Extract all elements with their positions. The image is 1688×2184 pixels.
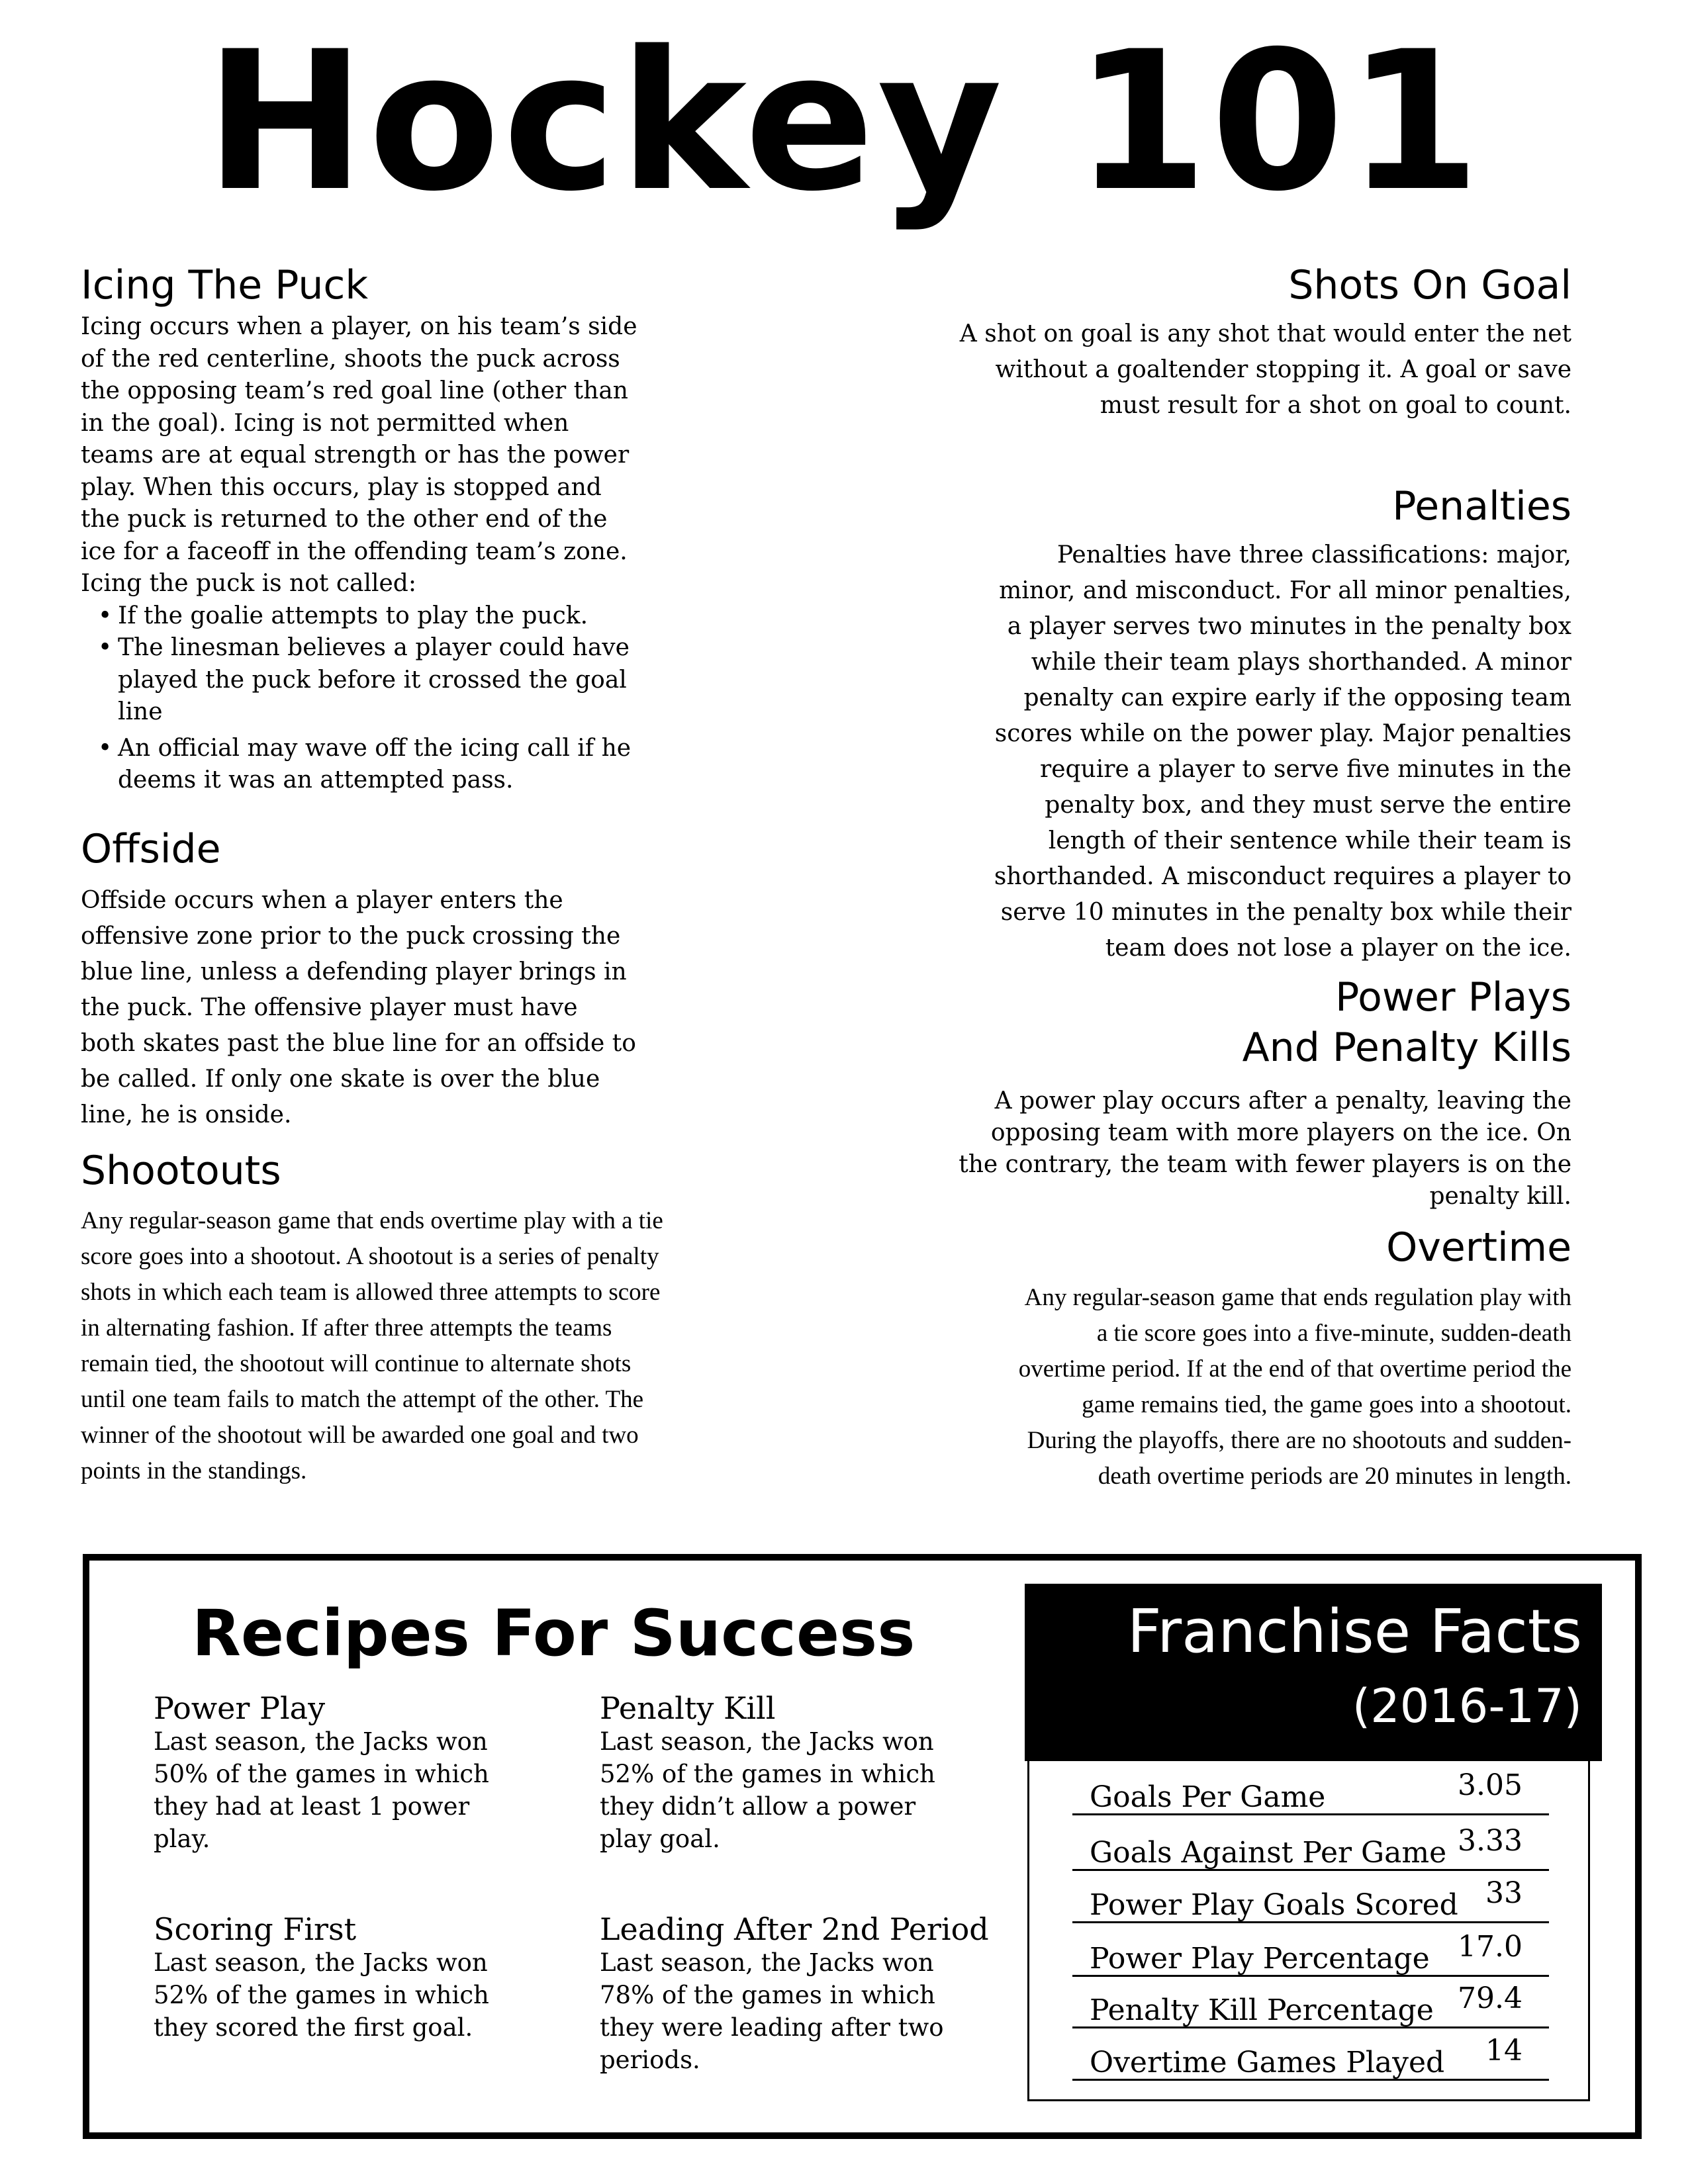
- fact-value: 33: [1485, 1876, 1523, 1910]
- fact-label: Goals Per Game: [1090, 1780, 1326, 1814]
- franchise-facts-title: Franchise Facts: [1127, 1597, 1582, 1666]
- icing-exceptions-list: [81, 600, 647, 797]
- fact-row: [1072, 2034, 1549, 2081]
- penalties-body: Penalties have three classifications: major, minor, and misconduct. For all minor penalties, a player serves two minutes in the penalty box while their team plays shorthanded. A minor penalty can expire early if the opposing team scores while on the power play. Major penalties require a player to serve five minutes in the penalty box, and they must serve the entire length of their sentence while their team is shorthanded. A misconduct requires a player to serve 10 minutes in the penalty box while their team does not lose a player on the ice.: [994, 541, 1571, 962]
- power-plays-heading-line1: Power Plays: [1335, 974, 1571, 1021]
- recipe-heading: Scoring First: [154, 1911, 357, 1947]
- franchise-facts-header: [1025, 1584, 1602, 1761]
- fact-row: [1072, 1825, 1549, 1871]
- icing-heading: Icing The Puck: [81, 262, 369, 308]
- icing-body: Icing occurs when a player, on his team’s side of the red centerline, shoots the puck across the opposing team’s red goal line (other than in the goal). Icing is not permitted when teams are at equal strength or has the power play. When this occurs, play is stopped and the puck is returned to the other end of the ice for a faceoff in the offending team’s zone. Icing the puck is not called:: [81, 313, 637, 597]
- recipe-leading-after-2nd: [600, 1911, 989, 2076]
- recipe-body: Last season, the Jacks won 52% of the games in which they scored the first goal.: [154, 1948, 489, 2042]
- icing-exception-item: • If the goalie attempts to play the puck.: [118, 600, 647, 633]
- franchise-facts-season: (2016-17): [1352, 1679, 1582, 1733]
- power-plays-heading: [1243, 976, 1571, 1069]
- recipes-title: Recipes For Success: [192, 1596, 915, 1670]
- fact-label: Goals Against Per Game: [1090, 1836, 1447, 1870]
- recipe-heading: Leading After 2nd Period: [600, 1911, 989, 1947]
- fact-label: Overtime Games Played: [1090, 2046, 1445, 2079]
- fact-row: [1072, 1877, 1549, 1923]
- shootouts-body: Any regular-season game that ends overtime play with a tie score goes into a shootout. A shootout is a series of penalty shots in which each team is allowed three attempts to score in alternating fashion. If after three attempts the teams remain tied, the shootout will continue to alternate shots until one team fails to match the attempt of the other. The winner of the shootout will be awarded one goal and two points in the standings.: [81, 1207, 663, 1484]
- recipe-body: Last season, the Jacks won 78% of the games in which they were leading after two periods.: [600, 1948, 944, 2074]
- overtime-body: Any regular-season game that ends regulation play with a tie score goes into a five-minute, sudden-death overtime period. If at the end of that overtime period the game remains tied, the game goes into a shootout. During the playoffs, there are no shootouts and sudden-death overtime periods are 20 minutes in length.: [1018, 1284, 1571, 1490]
- recipe-power-play: [154, 1692, 498, 1855]
- recipe-body: Last season, the Jacks won 50% of the games in which they had at least 1 power play.: [154, 1727, 489, 1853]
- icing-section: [81, 311, 647, 797]
- shootouts-heading: Shootouts: [81, 1148, 281, 1194]
- recipe-heading: Penalty Kill: [600, 1690, 776, 1726]
- fact-label: Penalty Kill Percentage: [1090, 1993, 1434, 2027]
- fact-value: 14: [1485, 2034, 1523, 2068]
- fact-row: [1072, 1982, 1549, 2028]
- offside-body: Offside occurs when a player enters the offensive zone prior to the puck crossing the blue line, unless a defending player brings in the puck. The offensive player must have both skates past the blue line for an offside to be called. If only one skate is over the blue line, he is onside.: [81, 887, 636, 1128]
- fact-value: 3.33: [1458, 1824, 1523, 1858]
- shots-on-goal-heading: Shots On Goal: [1288, 262, 1571, 308]
- fact-value: 79.4: [1458, 1981, 1523, 2015]
- fact-value: 17.0: [1458, 1930, 1523, 1964]
- power-plays-body: A power play occurs after a penalty, leaving the opposing team with more players on the ice. On the contrary, the team with fewer players is on the penalty kill.: [959, 1087, 1571, 1210]
- recipe-scoring-first: [154, 1913, 498, 2044]
- overtime-heading: Overtime: [1386, 1224, 1571, 1271]
- fact-row: [1072, 1769, 1549, 1815]
- fact-value: 3.05: [1458, 1768, 1523, 1802]
- penalties-heading: Penalties: [1392, 483, 1571, 529]
- fact-label: Power Play Percentage: [1090, 1942, 1430, 1976]
- power-plays-heading-line2: And Penalty Kills: [1242, 1024, 1571, 1071]
- page-title: Hockey 101: [205, 11, 1483, 234]
- icing-exception-item: • The linesman believes a player could have played the puck before it crossed the goal line: [118, 632, 647, 729]
- recipe-penalty-kill: [600, 1692, 944, 1855]
- fact-row: [1072, 1931, 1549, 1977]
- recipe-heading: Power Play: [154, 1690, 326, 1726]
- icing-exception-item: • An official may wave off the icing call if he deems it was an attempted pass.: [118, 733, 647, 797]
- shots-on-goal-body: A shot on goal is any shot that would enter the net without a goaltender stopping it. A goal or save must result for a shot on goal to count.: [959, 320, 1571, 419]
- offside-heading: Offside: [81, 826, 221, 872]
- recipe-body: Last season, the Jacks won 52% of the games in which they didn’t allow a power play goal.: [600, 1727, 935, 1853]
- fact-label: Power Play Goals Scored: [1090, 1888, 1458, 1922]
